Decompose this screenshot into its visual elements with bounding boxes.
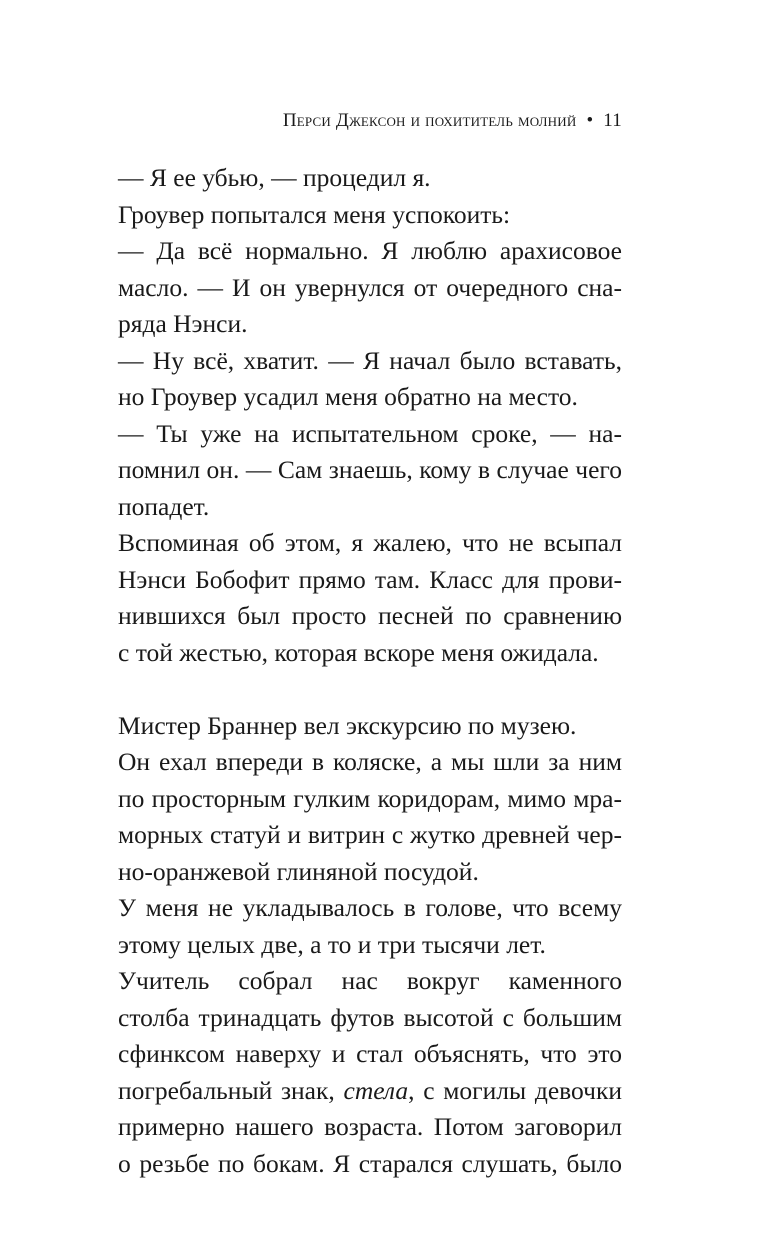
text-line: У меня не укладывалось в голове, что всему xyxy=(118,893,622,922)
header-separator: • xyxy=(586,110,594,131)
text-line: с той жестью, которая вскоре меня ожидала. xyxy=(118,637,599,667)
text-line: Гроувер попытался меня успокоить: xyxy=(118,199,511,229)
text-line: Мистер Браннер вел экскурсию по музею. xyxy=(118,710,577,740)
text-line: — Ты уже на испытательном сроке, — на- xyxy=(118,418,622,448)
text-line: ряда Нэнси. xyxy=(118,309,248,338)
text-line: Вспоминая об этом, я жалею, что не всыпал xyxy=(118,528,622,557)
text-line: сфинксом наверху и стал объяснять, что это xyxy=(118,1039,622,1068)
text-block-2 xyxy=(118,708,622,1183)
page-number: 11 xyxy=(603,110,622,131)
text-line: попадет. xyxy=(118,491,210,521)
text-line: нившихся был просто песней по сравнению xyxy=(118,601,622,630)
text-line: морных статуй и витрин с жутко древней чер- xyxy=(118,820,622,849)
text-line: Он ехал впереди в коляске, а мы шли за ним xyxy=(118,747,622,776)
running-header xyxy=(118,110,622,132)
text-line: — Да всё нормально. Я люблю арахисовое xyxy=(118,236,622,265)
text-line: масло. — И он увернулся от очередного сна- xyxy=(118,272,622,302)
text-line: этому целых две, а то и три тысячи лет. xyxy=(118,929,546,959)
book-title: Перси Джексон и похититель молний xyxy=(282,110,577,131)
section-break xyxy=(118,671,622,708)
text-block-1 xyxy=(118,160,622,671)
text-line: Нэнси Бобофит прямо там. Класс для прови- xyxy=(118,564,622,594)
text-line: помнил он. — Сам знаешь, кому в случае чего xyxy=(118,455,622,484)
text-line: Учитель собрал нас вокруг каменного xyxy=(118,966,622,995)
text-line: столба тринадцать футов высотой с большим xyxy=(118,1002,622,1032)
text-line: погребальный знак, стела, с могилы девочки xyxy=(118,1075,622,1105)
text-line: но Гроувер усадил меня обратно на место. xyxy=(118,382,578,411)
text-line: но-оранжевой глиняной посудой. xyxy=(118,856,479,886)
text-line: примерно нашего возраста. Потом заговорил xyxy=(118,1112,622,1141)
text-line: по просторным гулким коридорам, мимо мра- xyxy=(118,783,622,813)
text-line: о резьбе по бокам. Я старался слушать, было xyxy=(118,1148,622,1178)
italic-term: стела xyxy=(343,1075,409,1105)
text-line: — Я ее убью, — процедил я. xyxy=(118,163,431,192)
text-line: — Ну всё, хватит. — Я начал было вставать, xyxy=(118,345,622,375)
page-body xyxy=(118,160,622,1182)
